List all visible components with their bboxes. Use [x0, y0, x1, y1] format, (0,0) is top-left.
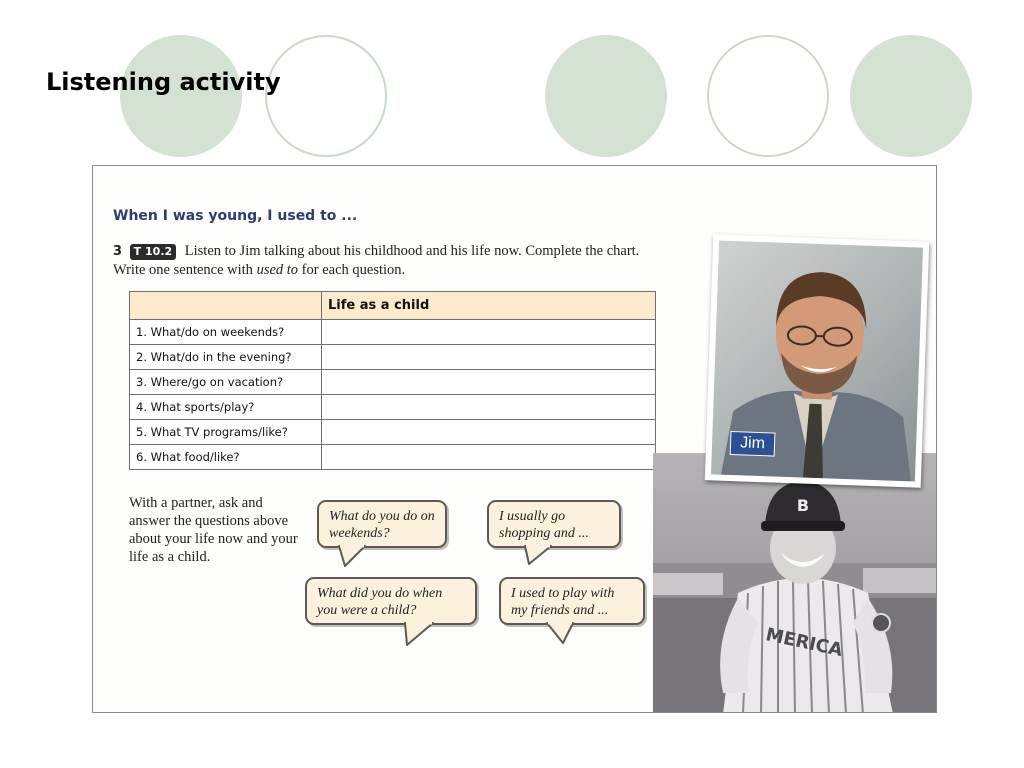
- question-cell: 1. What/do on weekends?: [130, 320, 322, 345]
- jim-name-label: Jim: [730, 431, 776, 457]
- question-cell: 6. What food/like?: [130, 445, 322, 470]
- partner-instructions: With a partner, ask and answer the questions above about your life now and your life as a child.: [129, 495, 298, 565]
- speech-bubble-text: What did you do when you were a child?: [317, 586, 443, 618]
- answer-cell[interactable]: [322, 395, 656, 420]
- question-cell: 3. Where/go on vacation?: [130, 370, 322, 395]
- table-row: [130, 320, 656, 345]
- question-cell: 2. What/do in the evening?: [130, 345, 322, 370]
- question-cell: 4. What sports/play?: [130, 395, 322, 420]
- slide-title: Listening activity: [46, 68, 281, 96]
- table-row: [130, 445, 656, 470]
- jersey-text: MERICA: [763, 624, 845, 661]
- speech-bubble-text: I used to play with my friends and ...: [511, 586, 615, 618]
- answer-cell[interactable]: [322, 345, 656, 370]
- speech-bubble-text: I usually go shopping and ...: [499, 509, 589, 541]
- table-row: [130, 420, 656, 445]
- question-cell: 5. What TV programs/like?: [130, 420, 322, 445]
- speech-bubble-1: [317, 500, 447, 548]
- speech-bubble-tail: [403, 621, 437, 647]
- chart-header-blank: [130, 292, 322, 320]
- jim-photo: [705, 234, 929, 487]
- child-baseball-illustration: [653, 453, 937, 713]
- chart-header-row: [130, 292, 656, 320]
- answer-cell[interactable]: [322, 370, 656, 395]
- answer-cell[interactable]: [322, 445, 656, 470]
- speech-bubble-tail: [523, 544, 553, 566]
- track-badge: T 10.2: [130, 244, 176, 260]
- cap-letter: B: [796, 496, 810, 515]
- table-row: [130, 370, 656, 395]
- instruction-text: Listen to Jim talking about his childhood and his life now. Complete the chart. Write one sentence with: [113, 243, 640, 278]
- exercise-instructions: [113, 242, 653, 280]
- instruction-text-end: for each question.: [301, 262, 406, 278]
- exercise-number: 3: [113, 244, 123, 259]
- chart-column-header: Life as a child: [322, 292, 656, 320]
- decor-circle-5: [850, 35, 972, 157]
- answer-cell[interactable]: [322, 320, 656, 345]
- speech-bubble-tail: [337, 544, 367, 568]
- textbook-page: [92, 165, 937, 713]
- childhood-chart: [129, 291, 656, 470]
- instruction-italic: used to: [256, 262, 299, 278]
- child-baseball-photo: [653, 453, 937, 713]
- table-row: [130, 345, 656, 370]
- decor-circle-3: [545, 35, 667, 157]
- speech-bubble-2: [487, 500, 621, 548]
- decor-circle-4: [707, 35, 829, 157]
- speech-bubble-text: What do you do on weekends?: [329, 509, 435, 541]
- speech-bubble-4: [499, 577, 645, 625]
- speech-bubble-3: [305, 577, 477, 625]
- decor-circle-1: [120, 35, 242, 157]
- section-heading: When I was young, I used to ...: [113, 208, 358, 224]
- table-row: [130, 395, 656, 420]
- speech-bubble-tail: [545, 621, 575, 645]
- decor-circle-2: [265, 35, 387, 157]
- answer-cell[interactable]: [322, 420, 656, 445]
